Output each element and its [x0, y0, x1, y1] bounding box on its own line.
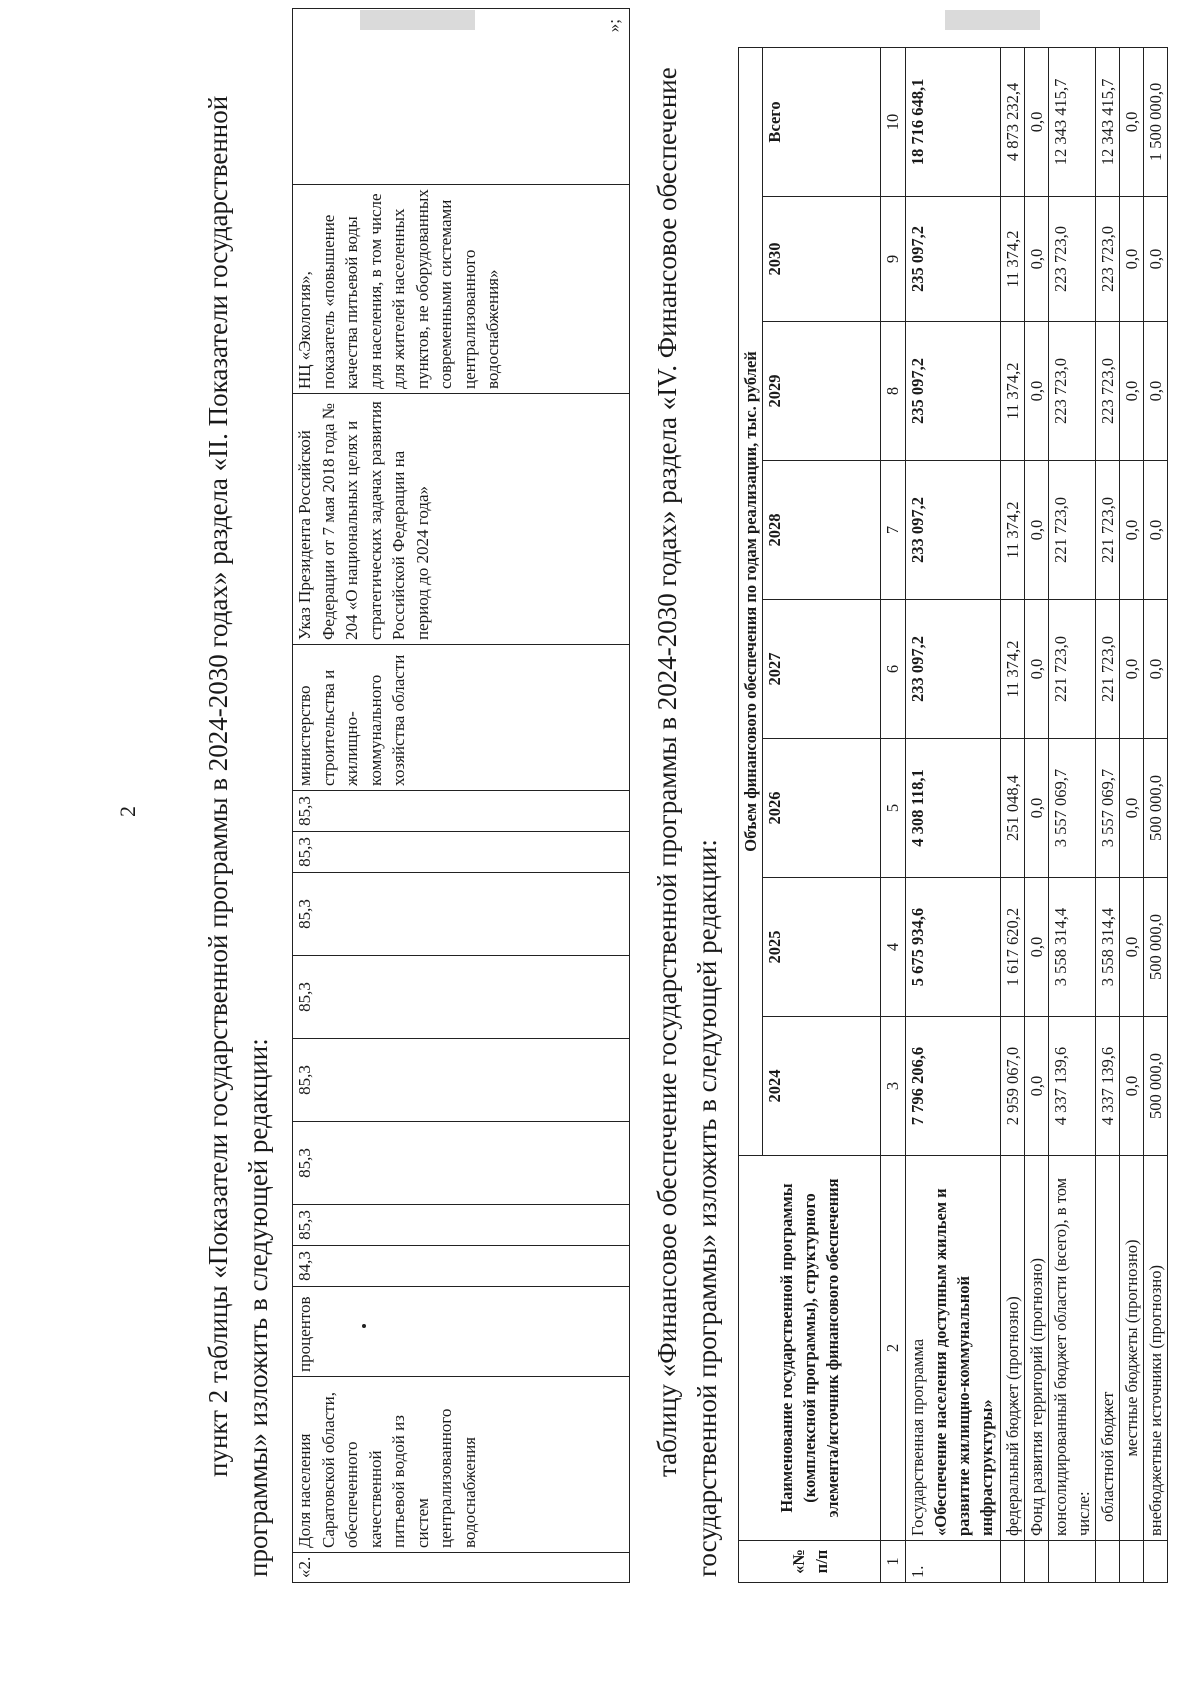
row-value: 0,0: [1025, 878, 1049, 1017]
row-name: местные бюджеты (прогнозно): [1120, 1156, 1144, 1541]
row-name: внебюджетные источники (прогнозно): [1144, 1156, 1168, 1541]
paragraph-2-line-1: таблицу «Финансовое обеспечение государственной программы в 2024-2030 годах» раздела «IV. Финансовое обеспечение: [652, 67, 682, 1477]
row-value: 0,0: [1120, 197, 1144, 322]
indicator-value: 85,3: [293, 1205, 630, 1246]
row-value: 0,0: [1025, 322, 1049, 461]
header-year: 2028: [763, 461, 881, 600]
row-name: консолидированный бюджет области (всего), в том числе:: [1049, 1156, 1096, 1541]
row-total: 0,0: [1025, 47, 1049, 196]
row-number: [1120, 1541, 1144, 1583]
paragraph-2-line-2: государственной программы» изложить в следующей редакции:: [692, 839, 722, 1577]
row-total: 18 716 648,1: [906, 47, 1001, 196]
row-value: 0,0: [1120, 1017, 1144, 1156]
indicator-value: 85,3: [293, 791, 630, 832]
row-value: 0,0: [1025, 1017, 1049, 1156]
paragraph-2: [647, 67, 727, 1577]
indicator-unit: процентов: [293, 1287, 630, 1377]
row-value: 11 374,2: [1001, 197, 1025, 322]
indicator-number: «2.: [293, 1553, 630, 1583]
indicator-name: Доля населения Саратовской области, обеспеченного качественной питьевой водой из систем централизованного водоснабжения: [293, 1377, 630, 1553]
row-value: 223 723,0: [1096, 197, 1120, 322]
row-value: 500 000,0: [1144, 878, 1168, 1017]
financing-table: [738, 47, 1168, 1583]
paragraph-1-line-2: программы» изложить в следующей редакции:: [243, 1038, 273, 1577]
row-value: 0,0: [1144, 197, 1168, 322]
row-total: 12 343 415,7: [1049, 47, 1096, 196]
row-value: 11 374,2: [1001, 322, 1025, 461]
row-value: 235 097,2: [906, 322, 1001, 461]
row-value: 4 337 139,6: [1049, 1017, 1096, 1156]
closing-quote: »;: [603, 19, 623, 33]
row-value: 223 723,0: [1096, 322, 1120, 461]
row-value: 0,0: [1025, 461, 1049, 600]
row-value: 0,0: [1120, 878, 1144, 1017]
page-number: 2: [115, 806, 140, 817]
indicator-empty-cell: [293, 9, 630, 185]
row-value: 7 796 206,6: [906, 1017, 1001, 1156]
column-number: 1: [881, 1541, 906, 1583]
table-row: [1049, 47, 1096, 1582]
row-value: 3 557 069,7: [1049, 739, 1096, 878]
indicator-value: 85,3: [293, 1122, 630, 1205]
header-volume: Объем финансового обеспечения по годам реализации, тыс. рублей: [739, 47, 763, 1155]
row-value: 0,0: [1144, 461, 1168, 600]
header-total: Всего: [763, 47, 881, 196]
column-number: 4: [881, 878, 906, 1017]
row-value: 0,0: [1144, 322, 1168, 461]
row-value: 0,0: [1025, 197, 1049, 322]
row-value: 0,0: [1120, 461, 1144, 600]
row-total: 12 343 415,7: [1096, 47, 1120, 196]
row-value: 221 723,0: [1096, 461, 1120, 600]
row-value: 0,0: [1120, 739, 1144, 878]
table-row: [1144, 47, 1168, 1582]
indicator-value: 84,3: [293, 1246, 630, 1287]
indicator-value: 85,3: [293, 873, 630, 956]
scan-dot: [362, 1324, 366, 1328]
row-total: 1 500 000,0: [1144, 47, 1168, 196]
indicator-value: 85,3: [293, 1039, 630, 1122]
row-value: 3 558 314,4: [1049, 878, 1096, 1017]
row-value: 251 048,4: [1001, 739, 1025, 878]
row-value: 221 723,0: [1049, 600, 1096, 739]
row-value: 11 374,2: [1001, 461, 1025, 600]
header-year: 2027: [763, 600, 881, 739]
column-number: 3: [881, 1017, 906, 1156]
paragraph-1-line-1: пункт 2 таблицы «Показатели государственной программы в 2024-2030 годах» раздела «II. Показатели государственной: [203, 95, 233, 1477]
row-value: 500 000,0: [1144, 739, 1168, 878]
column-number: 6: [881, 600, 906, 739]
indicator-value: 85,3: [293, 956, 630, 1039]
row-value: 5 675 934,6: [906, 878, 1001, 1017]
header-year: 2030: [763, 197, 881, 322]
row-number: [1049, 1541, 1096, 1583]
table-row: [1096, 47, 1120, 1582]
table-row: [1025, 47, 1049, 1582]
row-value: 235 097,2: [906, 197, 1001, 322]
table-row: [906, 47, 1001, 1582]
row-value: 233 097,2: [906, 600, 1001, 739]
row-value: 221 723,0: [1049, 461, 1096, 600]
column-number: 7: [881, 461, 906, 600]
table-row: [1001, 47, 1025, 1582]
header-num: «№ п/п: [739, 1541, 881, 1583]
row-value: 0,0: [1025, 600, 1049, 739]
header-year: 2024: [763, 1017, 881, 1156]
program-label: Государственная программа: [908, 1338, 927, 1536]
row-number: [1096, 1541, 1120, 1583]
header-year: 2026: [763, 739, 881, 878]
program-title: «Обеспечение населения доступным жильем и развитие жилищно-коммунальной инфраструктуры»: [931, 1188, 996, 1536]
indicator-row: [293, 9, 630, 1583]
row-number: [1025, 1541, 1049, 1583]
row-total: 0,0: [1120, 47, 1144, 196]
row-value: 2 959 067,0: [1001, 1017, 1025, 1156]
indicator-value: 85,3: [293, 832, 630, 873]
indicators-table: [292, 8, 630, 1583]
row-value: 221 723,0: [1096, 600, 1120, 739]
row-value: 4 308 118,1: [906, 739, 1001, 878]
row-name: областной бюджет: [1096, 1156, 1120, 1541]
indicator-document: Указ Президента Российской Федерации от 7 мая 2018 года № 204 «О национальных целях и стратегических задачах развития Российской Федерации на период до 2024 года»: [293, 394, 630, 645]
indicator-responsible: министерство строительства и жилищно-коммунального хозяйства области: [293, 645, 630, 791]
row-value: 11 374,2: [1001, 600, 1025, 739]
row-name: [906, 1156, 1001, 1541]
row-value: 223 723,0: [1049, 197, 1096, 322]
row-value: 4 337 139,6: [1096, 1017, 1120, 1156]
row-value: 500 000,0: [1144, 1017, 1168, 1156]
row-value: 0,0: [1120, 600, 1144, 739]
column-number: 5: [881, 739, 906, 878]
column-number: 8: [881, 322, 906, 461]
row-value: 0,0: [1120, 322, 1144, 461]
row-value: 1 617 620,2: [1001, 878, 1025, 1017]
row-value: 3 557 069,7: [1096, 739, 1120, 878]
row-total: 4 873 232,4: [1001, 47, 1025, 196]
header-name: Наименование государственной программы (комплексной программы), структурного элемента/источник финансового обеспечения: [739, 1156, 881, 1541]
row-number: [1001, 1541, 1025, 1583]
column-number-row: [881, 47, 906, 1582]
row-value: 223 723,0: [1049, 322, 1096, 461]
column-number: 2: [881, 1156, 906, 1541]
row-number: [1144, 1541, 1168, 1583]
row-value: 0,0: [1144, 600, 1168, 739]
row-value: 0,0: [1025, 739, 1049, 878]
table-row: [1120, 47, 1144, 1582]
header-row-1: [739, 47, 763, 1582]
header-year: 2025: [763, 878, 881, 1017]
row-name: Фонд развития территорий (прогнозно): [1025, 1156, 1049, 1541]
row-value: 3 558 314,4: [1096, 878, 1120, 1017]
header-year: 2029: [763, 322, 881, 461]
row-name: федеральный бюджет (прогнозно): [1001, 1156, 1025, 1541]
column-number: 9: [881, 197, 906, 322]
row-value: 233 097,2: [906, 461, 1001, 600]
row-number: 1.: [906, 1541, 1001, 1583]
indicator-link: НЦ «Экология», показатель «повышение качества питьевой воды для населения, в том числе для жителей населенных пунктов, не оборудованных современными системами централизованного водоснабжения»: [293, 185, 630, 394]
column-number: 10: [881, 47, 906, 196]
paragraph-1: [198, 77, 278, 1577]
